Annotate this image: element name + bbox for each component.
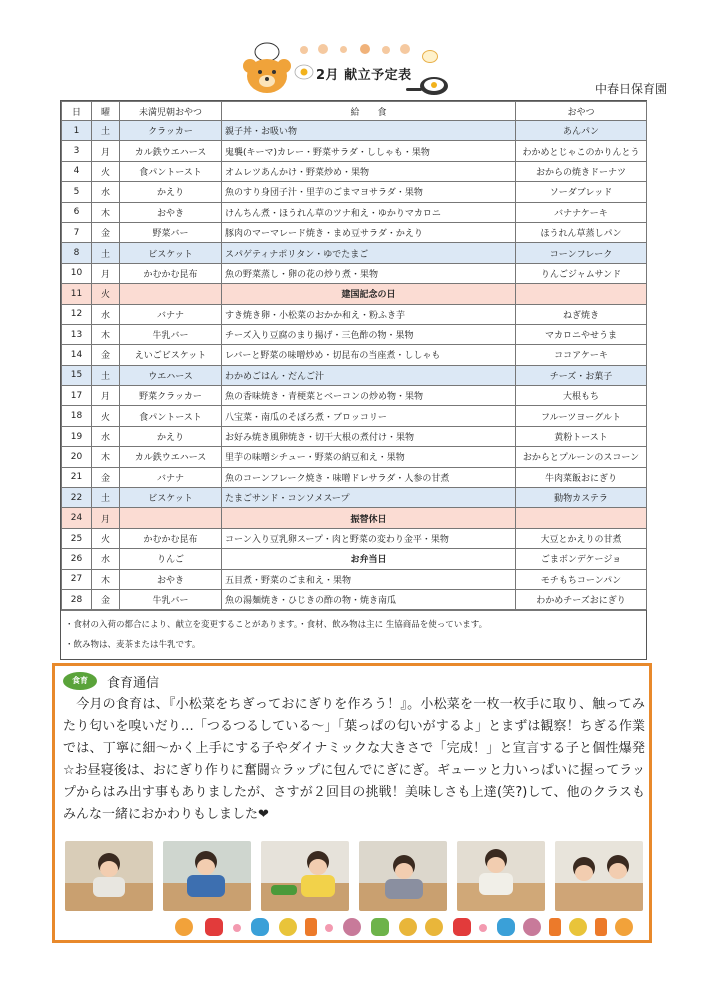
- cell-morning-snack: りんご: [120, 549, 222, 569]
- cell-weekday: 土: [92, 243, 120, 263]
- photo-children-at-table: [163, 841, 251, 911]
- cell-morning-snack: クラッカー: [120, 121, 222, 141]
- cell-weekday: 水: [92, 182, 120, 202]
- cell-snack: 大豆とかえりの甘煮: [516, 528, 647, 548]
- potato-icon: [279, 918, 297, 936]
- cell-weekday: 月: [92, 263, 120, 283]
- cell-day: 24: [62, 508, 92, 528]
- cell-weekday: 金: [92, 222, 120, 242]
- table-row: [62, 284, 647, 304]
- cucumber-icon: [497, 918, 515, 936]
- cell-morning-snack: おやき: [120, 202, 222, 222]
- cell-weekday: 月: [92, 141, 120, 161]
- table-notes: [61, 610, 646, 659]
- photo-classroom-lunch: [555, 841, 643, 911]
- cell-snack: チーズ・お菓子: [516, 365, 647, 385]
- cell-morning-snack: ビスケット: [120, 243, 222, 263]
- cell-day: 21: [62, 467, 92, 487]
- photo-strip: [65, 841, 645, 911]
- cell-snack: ねぎ焼き: [516, 304, 647, 324]
- column-header-snack: おやつ: [516, 102, 647, 121]
- cell-morning-snack: 野菜クラッカー: [120, 386, 222, 406]
- cell-morning-snack: えいごビスケット: [120, 345, 222, 365]
- child-face-icon: [175, 918, 193, 936]
- cell-day: 27: [62, 569, 92, 589]
- decorative-vegetable-border: [175, 914, 635, 940]
- cell-morning-snack: バナナ: [120, 467, 222, 487]
- cell-lunch: コーン入り豆乳卵スープ・肉と野菜の変わり金平・果物: [222, 528, 516, 548]
- cell-snack: ごまボンデケージョ: [516, 549, 647, 569]
- child-face-icon: [343, 918, 361, 936]
- cell-day: 12: [62, 304, 92, 324]
- cucumber-icon: [251, 918, 269, 936]
- cell-day: 7: [62, 222, 92, 242]
- cell-weekday: 金: [92, 467, 120, 487]
- cell-morning-snack: ビスケット: [120, 488, 222, 508]
- cell-day: 18: [62, 406, 92, 426]
- note-ingredients: ・食材の入荷の都合により、献立を変更することがあります。・食材、飲み物は主に 生協商品を使っています。: [65, 620, 488, 631]
- cell-snack: りんごジャムサンド: [516, 263, 647, 283]
- cell-snack: おからとプルーンのスコーン: [516, 447, 647, 467]
- cell-morning-snack: カル鉄ウエハース: [120, 447, 222, 467]
- cell-lunch: お弁当日: [222, 549, 516, 569]
- table-row: [62, 508, 647, 528]
- cell-weekday: 金: [92, 345, 120, 365]
- cell-snack: 大根もち: [516, 386, 647, 406]
- tomato-icon: [453, 918, 471, 936]
- cell-lunch: 魚の野菜蒸し・卵の花の炒り煮・果物: [222, 263, 516, 283]
- cell-snack: わかめチーズおにぎり: [516, 589, 647, 609]
- cell-day: 8: [62, 243, 92, 263]
- table-row: [62, 324, 647, 344]
- table-row: [62, 589, 647, 609]
- table-row: [62, 304, 647, 324]
- cell-day: 26: [62, 549, 92, 569]
- cell-weekday: 木: [92, 447, 120, 467]
- cell-lunch: レバーと野菜の味噌炒め・切昆布の当座煮・ししゃも: [222, 345, 516, 365]
- page-title: 2月 献立予定表: [316, 68, 412, 83]
- table-row: [62, 263, 647, 283]
- photo-child-eating: [457, 841, 545, 911]
- table-row: [62, 386, 647, 406]
- cell-morning-snack: [120, 284, 222, 304]
- cell-morning-snack: かむかむ昆布: [120, 528, 222, 548]
- chef-bear-icon: [238, 42, 296, 96]
- cell-snack: モチもちコーンパン: [516, 569, 647, 589]
- cell-day: 10: [62, 263, 92, 283]
- cell-lunch: けんちん煮・ほうれん草のツナ和え・ゆかりマカロニ: [222, 202, 516, 222]
- child-face-icon: [523, 918, 541, 936]
- cell-day: 13: [62, 324, 92, 344]
- cell-weekday: 土: [92, 365, 120, 385]
- column-header-weekday: 曜: [92, 102, 120, 121]
- cell-day: 3: [62, 141, 92, 161]
- cell-morning-snack: かえり: [120, 426, 222, 446]
- cell-lunch: スパゲティナポリタン・ゆでたまご: [222, 243, 516, 263]
- cell-day: 4: [62, 161, 92, 181]
- cell-snack: マカロニやせうま: [516, 324, 647, 344]
- pepper-icon: [371, 918, 389, 936]
- school-name: 中春日保育園: [594, 82, 667, 96]
- carrot-icon: [305, 918, 317, 936]
- cell-morning-snack: バナナ: [120, 304, 222, 324]
- cell-weekday: 火: [92, 284, 120, 304]
- cell-lunch: 豚肉のマーマレード焼き・まめ豆サラダ・かえり: [222, 222, 516, 242]
- cell-lunch: 魚の香味焼き・青梗菜とベーコンの炒め物・果物: [222, 386, 516, 406]
- child-face-icon: [425, 918, 443, 936]
- table-row: [62, 447, 647, 467]
- cell-snack: 動物カステラ: [516, 488, 647, 508]
- cell-weekday: 水: [92, 304, 120, 324]
- cell-day: 14: [62, 345, 92, 365]
- cell-morning-snack: [120, 508, 222, 528]
- cell-weekday: 火: [92, 406, 120, 426]
- cell-day: 6: [62, 202, 92, 222]
- cell-snack: フルーツヨーグルト: [516, 406, 647, 426]
- column-header-morning-snack: 未満児朝おやつ: [120, 102, 222, 121]
- food-education-news: [52, 663, 652, 943]
- cell-snack: わかめとじゃこのかりんとう: [516, 141, 647, 161]
- cell-lunch: チーズ入り豆腐のまり揚げ・三色酢の物・果物: [222, 324, 516, 344]
- cell-lunch: わかめごはん・だんご汁: [222, 365, 516, 385]
- header: [0, 0, 707, 100]
- table-row: [62, 488, 647, 508]
- cell-weekday: 火: [92, 161, 120, 181]
- cell-lunch: 五目煮・野菜のごま和え・果物: [222, 569, 516, 589]
- cell-weekday: 水: [92, 549, 120, 569]
- carrot-icon: [595, 918, 607, 936]
- cell-snack: おからの焼きドーナツ: [516, 161, 647, 181]
- cell-lunch: 鬼襲(キーマ)カレー・野菜サラダ・ししゃも・果物: [222, 141, 516, 161]
- fried-egg-icon: [294, 62, 314, 82]
- news-body: 今月の食育は、『小松菜をちぎっておにぎりを作ろう！』。小松菜を一枚一枚手に取り、触ってみたり匂いを嗅いだり…「つるつるしている～」「葉っぱの匂いがするよ」とまずは観察！ちぎる作業では、丁寧に細～かく上手にする子やダイナミックな大きさで「完成！」と宣言する子と個性爆発☆お昼寝後は、おにぎり作りに奮闘☆ラップに包んでにぎにぎ。ギューッと力いっぱいに握ってラップからはみ出す事もありましたが、さすが２回目の挑戦！美味しさも上達(笑?)して、他のクラスもみんな一緒におかわりもしました❤: [63, 697, 645, 822]
- heart-icon: [233, 924, 241, 932]
- cell-day: 20: [62, 447, 92, 467]
- cell-day: 25: [62, 528, 92, 548]
- cell-weekday: 月: [92, 508, 120, 528]
- photo-child-smiling: [261, 841, 349, 911]
- cell-weekday: 土: [92, 121, 120, 141]
- table-row: [62, 365, 647, 385]
- cell-morning-snack: かむかむ昆布: [120, 263, 222, 283]
- cell-day: 17: [62, 386, 92, 406]
- cell-lunch: 建国記念の日: [222, 284, 516, 304]
- cell-snack: あんパン: [516, 121, 647, 141]
- cell-lunch: 八宝菜・南瓜のそぼろ煮・ブロッコリー: [222, 406, 516, 426]
- cell-snack: 黄粉トースト: [516, 426, 647, 446]
- cell-morning-snack: 牛乳バー: [120, 589, 222, 609]
- cell-day: 1: [62, 121, 92, 141]
- cell-day: 5: [62, 182, 92, 202]
- cell-lunch: 親子丼・お吸い物: [222, 121, 516, 141]
- cell-lunch: 振替休日: [222, 508, 516, 528]
- photo-child-making-rice-ball: [359, 841, 447, 911]
- news-title: 食育通信: [107, 676, 160, 691]
- table-row: [62, 549, 647, 569]
- table-row: [62, 345, 647, 365]
- carrot-icon: [549, 918, 561, 936]
- heart-icon: [325, 924, 333, 932]
- cell-morning-snack: ウエハース: [120, 365, 222, 385]
- table-row: [62, 161, 647, 181]
- cell-morning-snack: カル鉄ウエハース: [120, 141, 222, 161]
- cell-weekday: 水: [92, 426, 120, 446]
- cell-snack: ソーダブレッド: [516, 182, 647, 202]
- table-row: [62, 467, 647, 487]
- cell-snack: コーンフレーク: [516, 243, 647, 263]
- cell-snack: 牛肉菜飯おにぎり: [516, 467, 647, 487]
- cell-lunch: たまごサンド・コンソメスープ: [222, 488, 516, 508]
- potato-icon: [569, 918, 587, 936]
- cell-morning-snack: かえり: [120, 182, 222, 202]
- cell-lunch: 魚のすり身団子汁・里芋のごまマヨサラダ・果物: [222, 182, 516, 202]
- table-row: [62, 202, 647, 222]
- cell-lunch: すき焼き卵・小松菜のおかか和え・粉ふき芋: [222, 304, 516, 324]
- photo-child-tearing-greens: [65, 841, 153, 911]
- cell-weekday: 木: [92, 202, 120, 222]
- cell-day: 19: [62, 426, 92, 446]
- cell-lunch: お好み焼き風卵焼き・切干大根の煮付け・果物: [222, 426, 516, 446]
- table-row: [62, 222, 647, 242]
- food-education-badge: 食育: [63, 672, 97, 690]
- cell-snack: バナナケーキ: [516, 202, 647, 222]
- cell-lunch: オムレツあんかけ・野菜炒め・果物: [222, 161, 516, 181]
- table-row: [62, 569, 647, 589]
- table-row: [62, 426, 647, 446]
- cell-lunch: 里芋の味噌シチュー・野菜の納豆和え・果物: [222, 447, 516, 467]
- cell-lunch: 魚の湯麺焼き・ひじきの酢の物・焼き南瓜: [222, 589, 516, 609]
- table-row: [62, 406, 647, 426]
- menu-table: [60, 100, 647, 660]
- frying-pan-icon: [404, 70, 450, 100]
- cell-snack: ココアケーキ: [516, 345, 647, 365]
- column-header-day: 日: [62, 102, 92, 121]
- cell-weekday: 木: [92, 569, 120, 589]
- cell-weekday: 土: [92, 488, 120, 508]
- table-header-row: [62, 102, 647, 121]
- cell-weekday: 金: [92, 589, 120, 609]
- cell-morning-snack: おやき: [120, 569, 222, 589]
- cell-weekday: 木: [92, 324, 120, 344]
- cell-weekday: 月: [92, 386, 120, 406]
- cell-day: 11: [62, 284, 92, 304]
- table-row: [62, 243, 647, 263]
- table-row: [62, 182, 647, 202]
- column-header-lunch: 給 食: [222, 102, 516, 121]
- cell-lunch: 魚のコーンフレーク焼き・味噌ドレサラダ・人参の甘煮: [222, 467, 516, 487]
- cell-snack: [516, 508, 647, 528]
- cell-morning-snack: 牛乳バー: [120, 324, 222, 344]
- cell-day: 15: [62, 365, 92, 385]
- child-face-icon: [399, 918, 417, 936]
- cell-day: 22: [62, 488, 92, 508]
- tomato-icon: [205, 918, 223, 936]
- child-face-icon: [615, 918, 633, 936]
- note-drinks: ・飲み物は、麦茶または牛乳です。: [65, 640, 201, 651]
- table-row: [62, 141, 647, 161]
- table-row: [62, 528, 647, 548]
- table-row: [62, 121, 647, 141]
- cell-day: 28: [62, 589, 92, 609]
- cell-morning-snack: 食パントースト: [120, 161, 222, 181]
- cell-snack: ほうれん草蒸しパン: [516, 222, 647, 242]
- cell-weekday: 火: [92, 528, 120, 548]
- cell-snack: [516, 284, 647, 304]
- cell-morning-snack: 野菜バー: [120, 222, 222, 242]
- heart-icon: [479, 924, 487, 932]
- cell-morning-snack: 食パントースト: [120, 406, 222, 426]
